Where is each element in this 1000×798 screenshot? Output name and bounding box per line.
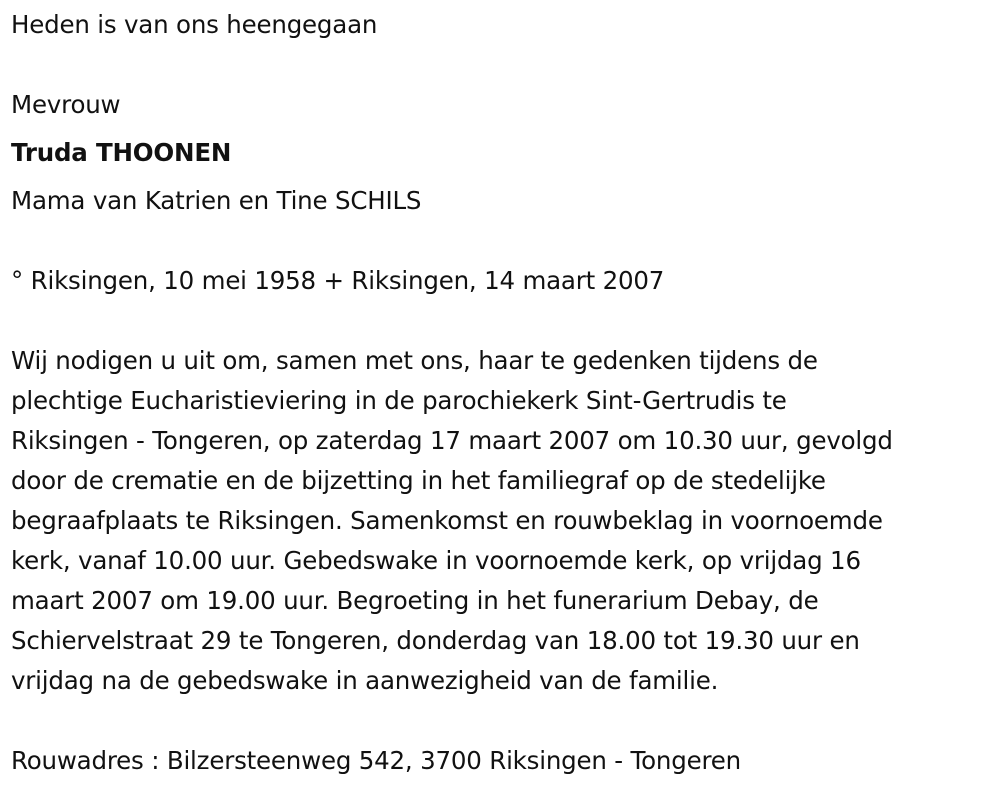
invitation-line: plechtige Eucharistieviering in de parochiekerk Sint-Gertrudis te [11,386,787,415]
intro-text: Heden is van ons heengegaan [11,10,378,39]
invitation-line: door de crematie en de bijzetting in het familiegraf op de stedelijke [11,466,826,495]
invitation-line: vrijdag na de gebedswake in aanwezigheid van de familie. [11,666,719,695]
invitation-line: Wij nodigen u uit om, samen met ons, haar te gedenken tijdens de [11,346,818,375]
family-relation: Mama van Katrien en Tine SCHILS [11,186,422,215]
mourning-address: Rouwadres : Bilzersteenweg 542, 3700 Riksingen - Tongeren [11,746,742,775]
invitation-line: Schiervelstraat 29 te Tongeren, donderdag van 18.00 tot 19.30 uur en [11,626,860,655]
invitation-line: maart 2007 om 19.00 uur. Begroeting in het funerarium Debay, de [11,586,819,615]
invitation-line: kerk, vanaf 10.00 uur. Gebedswake in voornoemde kerk, op vrijdag 16 [11,546,861,575]
invitation-line: begraafplaats te Riksingen. Samenkomst en rouwbeklag in voornoemde [11,506,883,535]
deceased-name: Truda THOONEN [11,138,232,167]
invitation-line: Riksingen - Tongeren, op zaterdag 17 maart 2007 om 10.30 uur, gevolgd [11,426,893,455]
invitation-paragraph [11,341,986,701]
salutation: Mevrouw [11,90,121,119]
birth-death-dates: ° Riksingen, 10 mei 1958 + Riksingen, 14 maart 2007 [11,266,665,295]
